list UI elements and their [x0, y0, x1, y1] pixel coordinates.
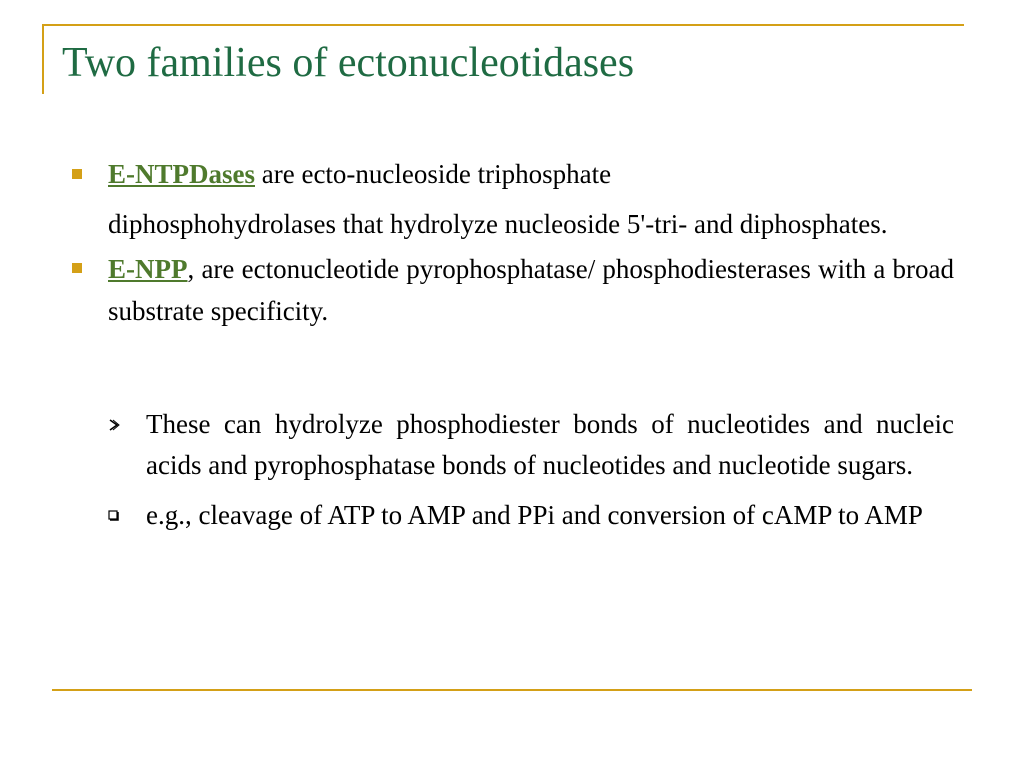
hollow-square-bullet-icon	[108, 510, 119, 521]
bullet-e-npp-text: , are ectonucleotide pyrophosphatase/ phosphodiesterases with a broad substrate specificity.	[108, 254, 954, 326]
sub-bullet-example	[70, 495, 954, 536]
footer-divider-line	[52, 689, 972, 691]
title-frame-vertical-line	[42, 24, 44, 94]
bullet-e-ntpdases-text: are ecto-nucleoside triphosphate	[255, 159, 612, 189]
slide-title: Two families of ectonucleotidases	[62, 40, 635, 86]
square-bullet-icon	[72, 169, 82, 179]
arrow-bullet-icon	[108, 419, 120, 431]
sub-bullet-hydrolyze-text: These can hydrolyze phosphodiester bonds of nucleotides and nucleic acids and pyrophosphatase bonds of nucleotides and nucleotide sugars.	[146, 409, 954, 480]
term-e-npp: E-NPP	[108, 254, 188, 284]
sub-bullet-hydrolyze	[70, 404, 954, 486]
title-frame-horizontal-line	[42, 24, 964, 26]
slide-content	[70, 154, 954, 536]
sub-bullet-example-text: e.g., cleavage of ATP to AMP and PPi and conversion of cAMP to AMP	[146, 500, 923, 530]
term-e-ntpdases: E-NTPDases	[108, 159, 255, 189]
bullet-e-ntpdases-continuation: diphosphohydrolases that hydrolyze nucleoside 5'-tri- and diphosphates.	[108, 209, 888, 239]
bullet-e-npp	[70, 248, 954, 332]
bullet-e-ntpdases	[70, 154, 954, 245]
square-bullet-icon	[72, 263, 82, 273]
